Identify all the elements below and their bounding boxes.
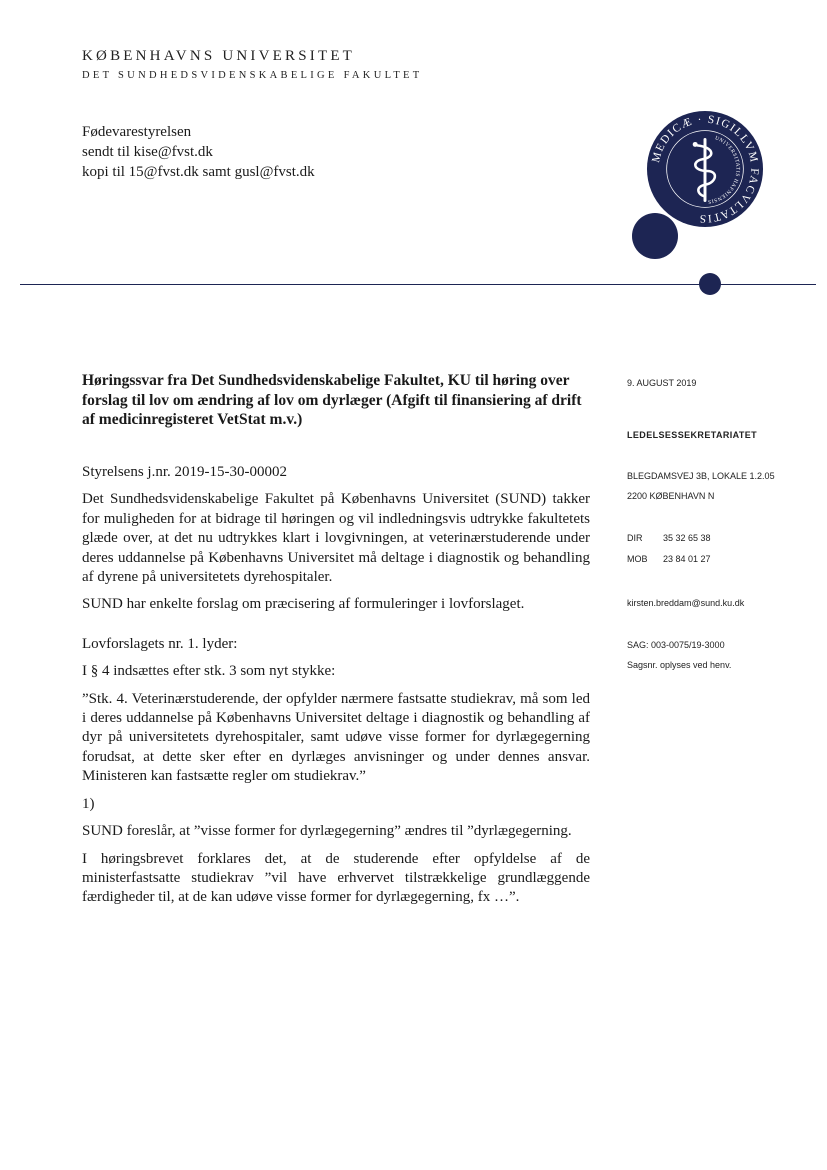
document-body (82, 463, 590, 916)
mobile-phone-value: 23 84 01 27 (663, 554, 711, 564)
list-marker: 1) (82, 795, 95, 812)
university-name: KØBENHAVNS UNIVERSITET (82, 48, 356, 64)
faculty-name: DET SUNDHEDSVIDENSKABELIGE FAKULTET (82, 70, 423, 81)
address-line: BLEGDAMSVEJ 3B, LOKALE 1.2.05 (627, 471, 775, 481)
address-line: 2200 KØBENHAVN N (627, 491, 715, 501)
body-paragraph: Lovforslagets nr. 1. lyder: (82, 635, 238, 652)
recipient-line: sendt til kise@fvst.dk (82, 144, 213, 160)
decorative-dot (699, 273, 721, 295)
document-title: Høringssvar fra Det Sundhedsvidenskabelige Fakultet, KU til høring over forslag til lov om ændring af lov om dyrlæger (Afgift til finansiering af drift af medicinregisteret VetStat m.v.) (82, 372, 582, 428)
mobile-phone-label: MOB (627, 554, 648, 564)
recipient-block (82, 122, 315, 182)
recipient-line: kopi til 15@fvst.dk samt gusl@fvst.dk (82, 164, 315, 180)
body-paragraph: I høringsbrevet forklares det, at de studerende efter opfyldelse af de ministerfastsatte studiekrav ”vil have erhvervet tilstrækkelige grundlæggende færdigheder til, at de kan udøve visse former for dyrlægegerning, fx …”. (82, 850, 590, 906)
quoted-paragraph: ”Stk. 4. Veterinærstuderende, der opfylder nærmere fastsatte studiekrav, må som led i deres uddannelse på Københavns Universitet deltage i diagnostik og behandling af dyr på universitetets dyrehospitaler, samt udøve visse former for dyrlægegerning forudsat, at dette sker efter en dyrlæges anvisninger og under dennes ansvar. Ministeren kan fastsætte regler om studiekrav.” (82, 690, 590, 785)
header-rule (20, 284, 816, 285)
direct-phone-label: DIR (627, 533, 643, 543)
faculty-seal-icon (646, 110, 764, 228)
recipient-line: Fødevarestyrelsen (82, 124, 192, 140)
body-paragraph: SUND foreslår, at ”visse former for dyrlægegerning” ændres til ”dyrlægegerning. (82, 823, 572, 840)
seal-text: MEDICÆ · SIGILLVM FACVLTATIS (650, 113, 761, 225)
direct-phone-value: 35 32 65 38 (663, 533, 711, 543)
body-paragraph: I § 4 indsættes efter stk. 3 som nyt stykke: (82, 663, 336, 680)
letter-date: 9. AUGUST 2019 (627, 378, 697, 388)
case-number: SAG: 003-0075/19-3000 (627, 640, 725, 650)
body-paragraph: Det Sundhedsvidenskabelige Fakultet på Københavns Universitet (SUND) takker for muligheden for at bidrage til høringen og vil indledningsvis udtrykke fakultetets glæde over, at det nu udtrykkes klart i lovgivningen, at veterinærstuderende under deres uddannelse på Københavns Universitet må deltage i diagnostik og behandling af dyrene på universitetets dyrehospitaler. (82, 491, 590, 586)
mobile-phone (627, 554, 711, 564)
decorative-dot (632, 213, 678, 259)
seal-inner-text: UNIVERSITATIS HAFNIENSIS (707, 135, 741, 205)
direct-phone (627, 533, 711, 543)
contact-email: kirsten.breddam@sund.ku.dk (627, 598, 745, 608)
reference-number: Styrelsens j.nr. 2019-15-30-00002 (82, 464, 287, 480)
body-paragraph: SUND har enkelte forslag om præcisering af formuleringer i lovforslaget. (82, 596, 525, 613)
department-name: LEDELSESSEKRETARIATET (627, 430, 758, 440)
case-note: Sagsnr. oplyses ved henv. (627, 660, 732, 670)
